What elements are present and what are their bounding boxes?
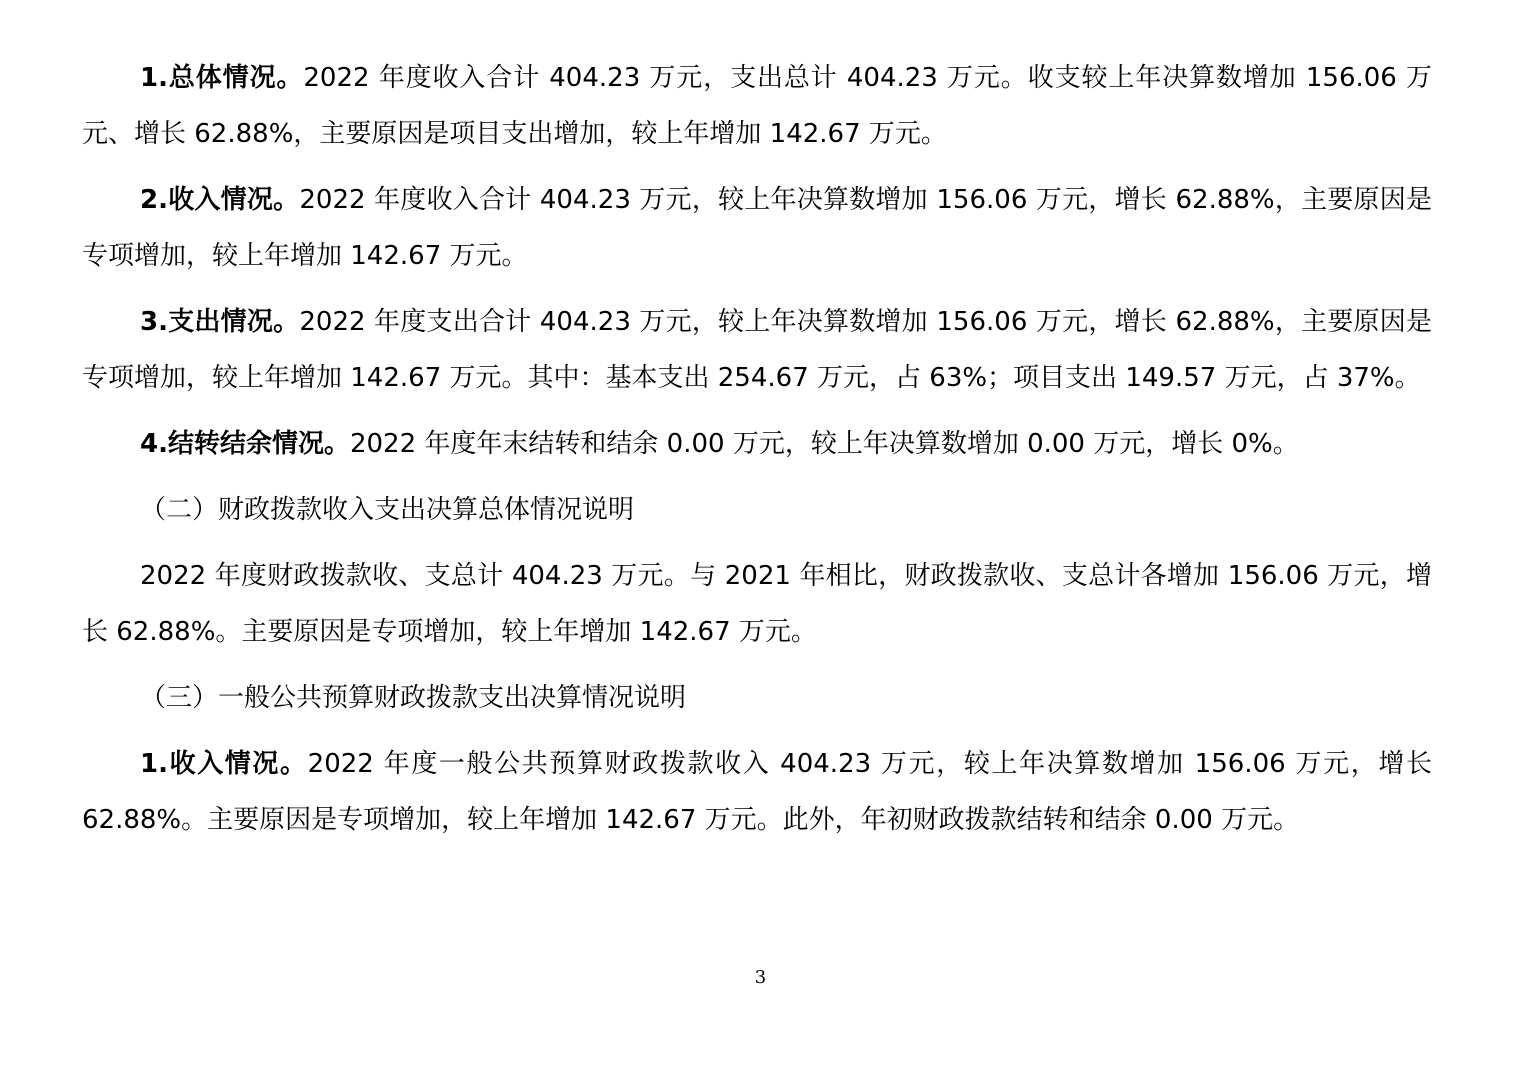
paragraph-income-text: 2022 年度收入合计 404.23 万元，较上年决算数增加 156.06 万元，增长 62.88%，主要原因是专项增加，较上年增加 142.67 万元。	[82, 185, 1433, 271]
paragraph-general-budget-income	[82, 736, 1432, 848]
paragraph-expense-lead: 3.支出情况。	[140, 307, 300, 337]
paragraph-income-lead: 2.收入情况。	[140, 185, 300, 215]
paragraph-fiscal-allocation: 2022 年度财政拨款收、支总计 404.23 万元。与 2021 年相比，财政拨款收、支总计各增加 156.06 万元，增长 62.88%。主要原因是专项增加，较上年增加 142.67 万元。	[82, 561, 1432, 647]
paragraph-carryover-text: 2022 年度年末结转和结余 0.00 万元，较上年决算数增加 0.00 万元，增长 0%。	[349, 429, 1299, 459]
paragraph-carryover	[82, 416, 1432, 472]
paragraph-overall	[82, 50, 1432, 162]
document-page	[82, 50, 1432, 858]
paragraph-general-budget-income-lead: 1.收入情况。	[140, 749, 308, 779]
page-number: 3	[754, 967, 767, 988]
section-heading-fiscal-allocation: （二）财政拨款收入支出决算总体情况说明	[140, 495, 635, 525]
section-heading-general-budget: （三）一般公共预算财政拨款支出决算情况说明	[140, 683, 687, 713]
paragraph-overall-lead: 1.总体情况。	[140, 63, 304, 93]
paragraph-overall-text: 2022 年度收入合计 404.23 万元，支出总计 404.23 万元。收支较上年决算数增加 156.06 万元、增长 62.88%，主要原因是项目支出增加，较上年增加 142.67 万元。	[82, 63, 1433, 149]
paragraph-expense-text: 2022 年度支出合计 404.23 万元，较上年决算数增加 156.06 万元，增长 62.88%，主要原因是专项增加，较上年增加 142.67 万元。其中：基本支出 254.67 万元，占 63%；项目支出 149.57 万元，占 37%。	[82, 307, 1433, 393]
paragraph-general-budget-income-text: 2022 年度一般公共预算财政拨款收入 404.23 万元，较上年决算数增加 156.06 万元，增长 62.88%。主要原因是专项增加，较上年增加 142.67 万元。此外，年初财政拨款结转和结余 0.00 万元。	[82, 749, 1432, 835]
paragraph-expense	[82, 294, 1432, 406]
paragraph-income	[82, 172, 1432, 284]
paragraph-carryover-lead: 4.结转结余情况。	[140, 429, 350, 459]
